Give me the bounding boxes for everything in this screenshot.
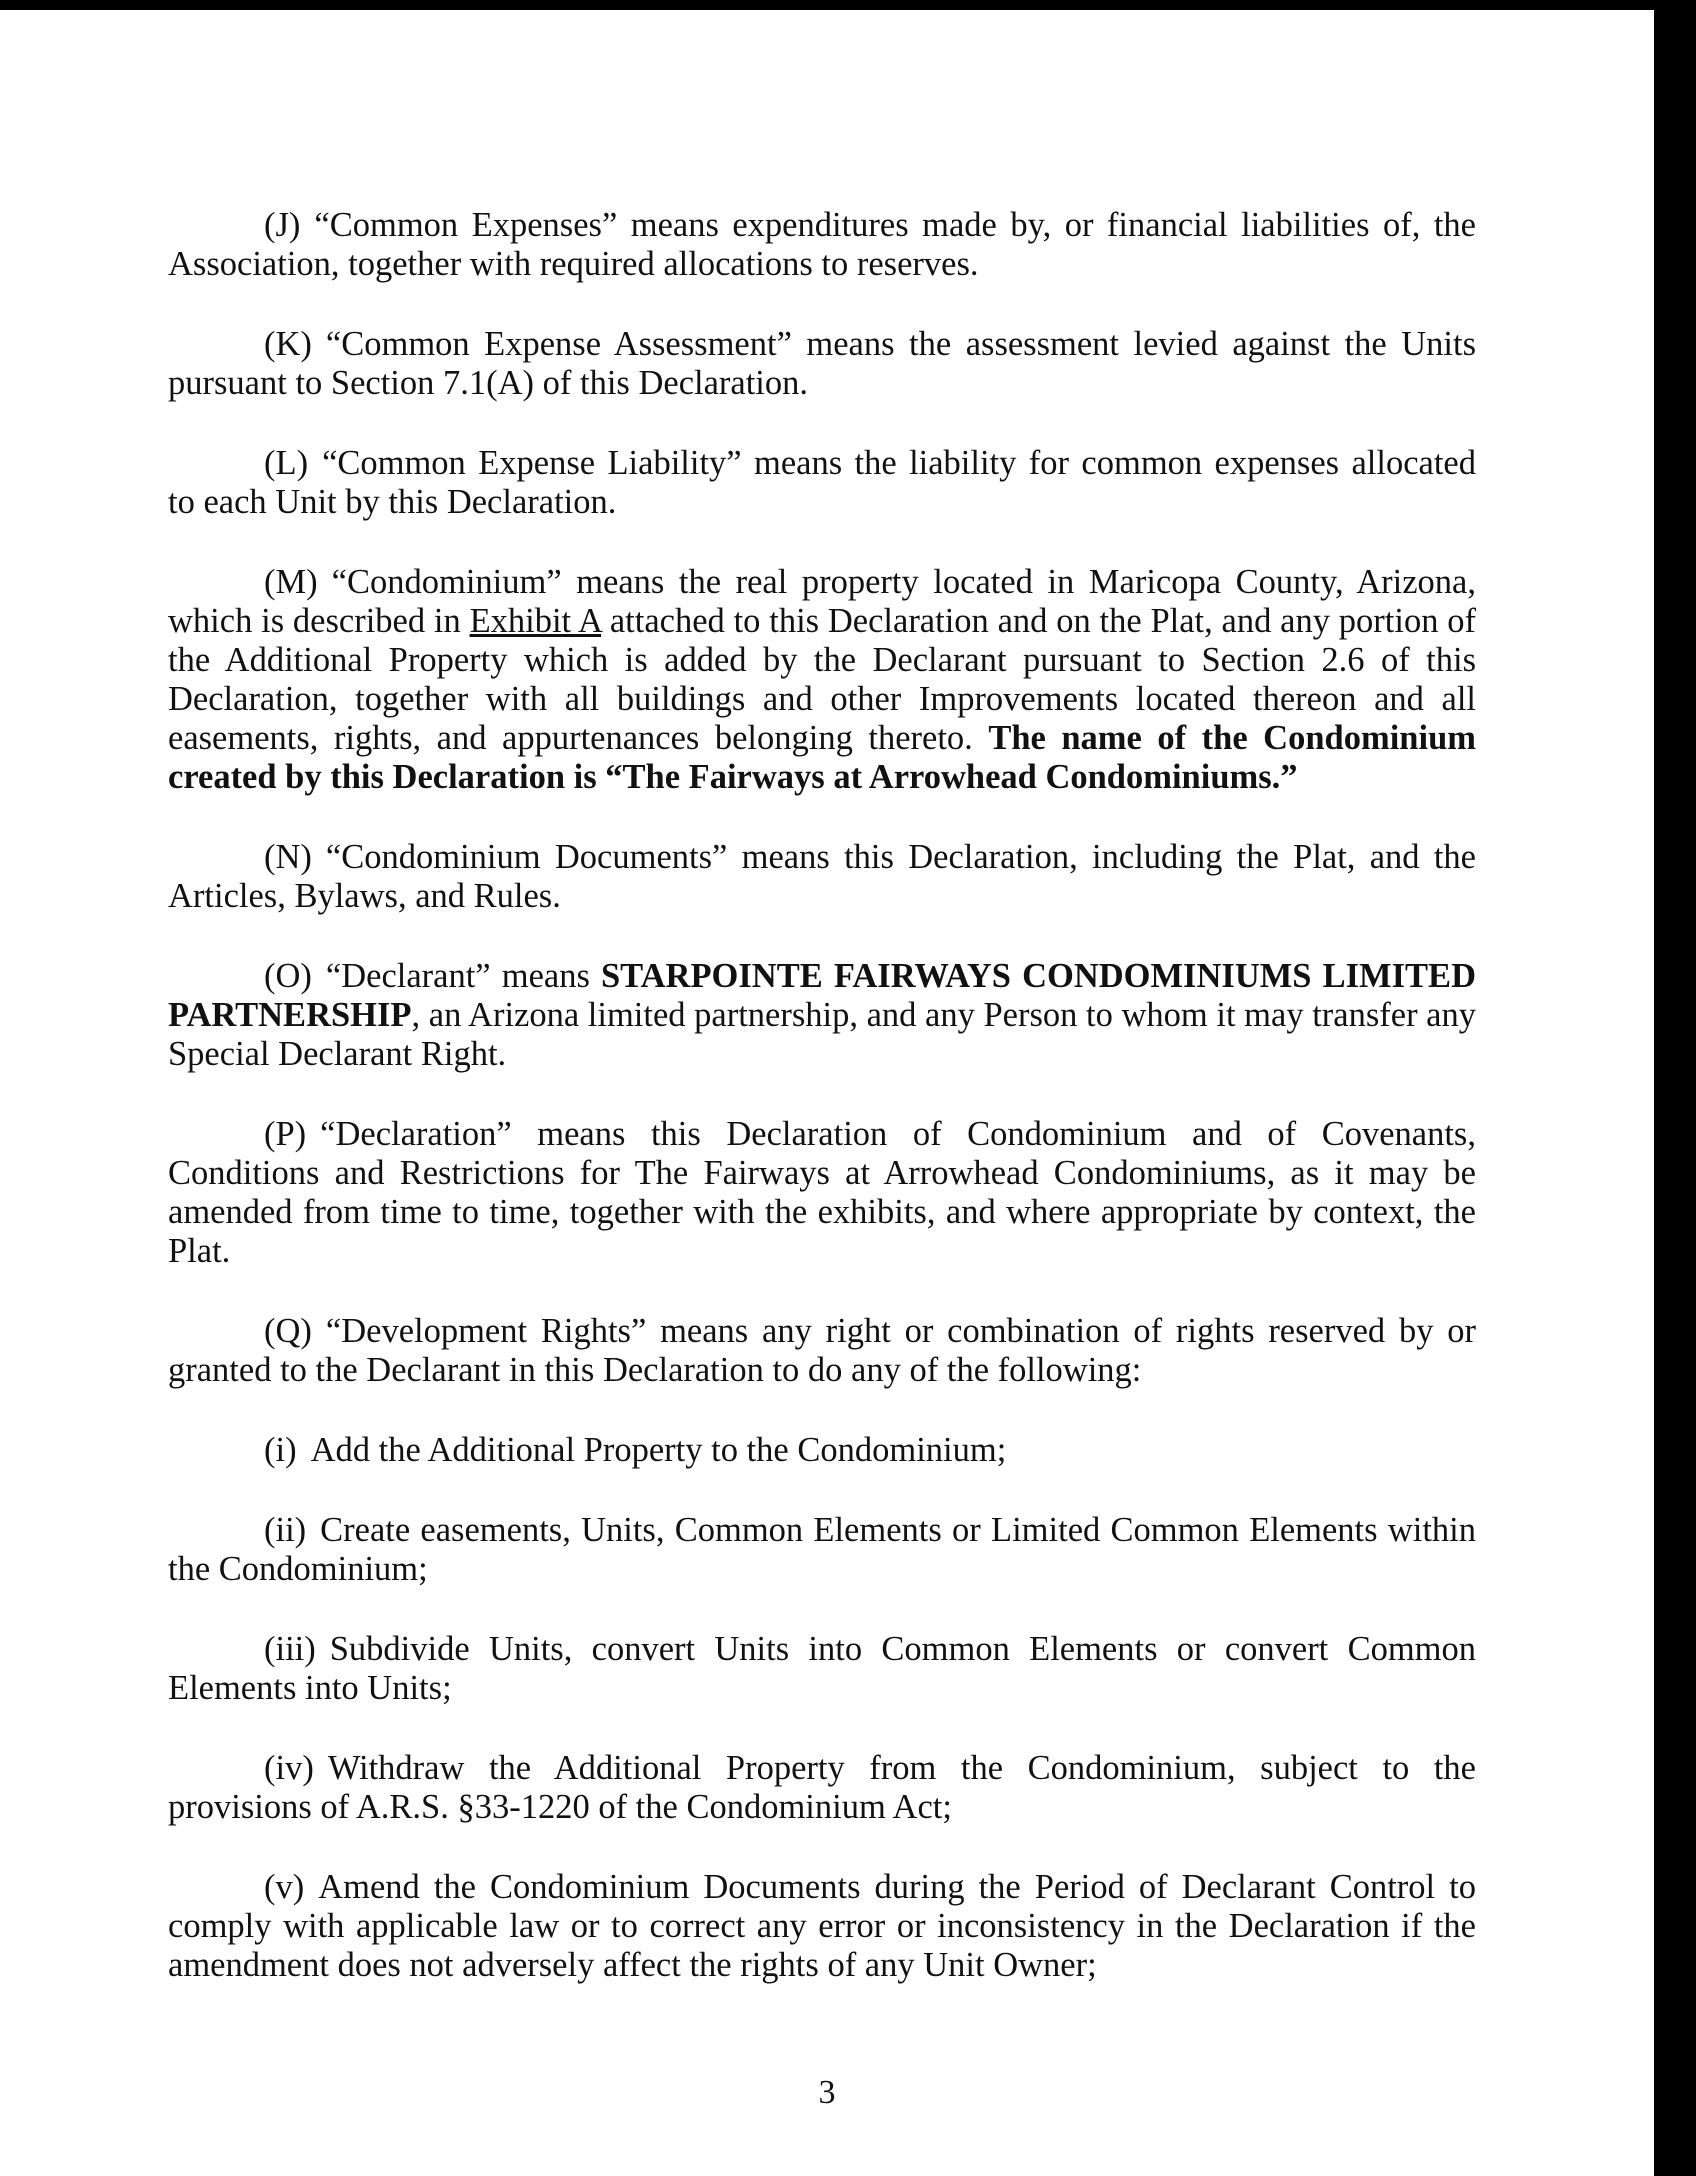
- definition-text: “Condominium” means the real property located in Maricopa County, Arizona, which is described in: [168, 563, 1476, 640]
- definition-label: (M): [264, 563, 318, 601]
- development-right-v: [168, 1868, 1476, 1985]
- definition-label: (N): [264, 838, 312, 876]
- sub-item-label: (i): [264, 1431, 297, 1469]
- sub-item-text: Add the Additional Property to the Condominium;: [310, 1431, 1007, 1469]
- definition-text-continued: attached to this Declaration and on the Plat, and any portion of the Additional Property which is added by the Declarant pursuant to Section 2.6 of this Declaration, together with all buildings and other Improvements located thereon and all easements, rights, and appurtenances belonging thereto.: [168, 602, 1476, 757]
- condominium-name-statement: The name of the Condominium created by this Declaration is “The Fairways at Arrowhead Condominiums.”: [168, 719, 1476, 796]
- definition-text: “Common Expense Liability” means the liability for common expenses allocated to each Unit by this Declaration.: [168, 444, 1476, 521]
- development-right-i: [168, 1431, 1476, 1470]
- definition-text: “Condominium Documents” means this Declaration, including the Plat, and the Articles, Bylaws, and Rules.: [168, 838, 1476, 915]
- sub-item-text: Subdivide Units, convert Units into Common Elements or convert Common Elements into Units;: [168, 1630, 1476, 1707]
- definition-text: “Common Expense Assessment” means the assessment levied against the Units pursuant to Section 7.1(A) of this Declaration.: [168, 325, 1476, 402]
- sub-item-label: (ii): [264, 1511, 307, 1549]
- sub-item-text: Withdraw the Additional Property from the Condominium, subject to the provisions of A.R.S. §33-1220 of the Condominium Act;: [168, 1749, 1476, 1826]
- definition-n: [168, 838, 1476, 916]
- sub-item-label: (iv): [264, 1749, 314, 1787]
- definition-label: (K): [264, 325, 312, 363]
- definition-j: [168, 206, 1476, 284]
- development-right-iii: [168, 1630, 1476, 1708]
- sub-item-text: Create easements, Units, Common Elements or Limited Common Elements within the Condominium;: [168, 1511, 1476, 1588]
- definition-l: [168, 444, 1476, 522]
- definition-m: [168, 563, 1476, 797]
- declarant-name: STARPOINTE FAIRWAYS CONDOMINIUMS LIMITED PARTNERSHIP: [168, 957, 1476, 1034]
- definition-text: “Development Rights” means any right or combination of rights reserved by or granted to the Declarant in this Declaration to do any of the following:: [168, 1312, 1476, 1389]
- definition-k: [168, 325, 1476, 403]
- definition-o: [168, 957, 1476, 1074]
- page-number: 3: [818, 2074, 836, 2111]
- definition-text-continued: , an Arizona limited partnership, and any Person to whom it may transfer any Special Declarant Right.: [168, 996, 1476, 1073]
- definition-label: (Q): [264, 1312, 312, 1350]
- sub-item-label: (v): [264, 1868, 305, 1906]
- sub-item-text: Amend the Condominium Documents during the Period of Declarant Control to comply with applicable law or to correct any error or inconsistency in the Declaration if the amendment does not adversely affect the rights of any Unit Owner;: [168, 1868, 1476, 1984]
- document-body: [168, 206, 1476, 2026]
- scan-right-border: [1654, 0, 1696, 2176]
- scan-top-border: [0, 0, 1696, 10]
- definition-label: (O): [264, 957, 312, 995]
- definition-text: “Common Expenses” means expenditures made by, or financial liabilities of, the Association, together with required allocations to reserves.: [168, 206, 1476, 283]
- definition-text: “Declaration” means this Declaration of Condominium and of Covenants, Conditions and Restrictions for The Fairways at Arrowhead Condominiums, as it may be amended from time to time, together with the exhibits, and where appropriate by context, the Plat.: [168, 1115, 1476, 1270]
- definition-q: [168, 1312, 1476, 1390]
- definition-label: (J): [264, 206, 301, 244]
- sub-item-label: (iii): [264, 1630, 316, 1668]
- definition-label: (P): [264, 1115, 307, 1153]
- definition-text: “Declarant” means: [325, 957, 601, 995]
- definition-label: (L): [264, 444, 309, 482]
- exhibit-a-reference: Exhibit A: [469, 602, 602, 640]
- development-right-iv: [168, 1749, 1476, 1827]
- development-right-ii: [168, 1511, 1476, 1589]
- definition-p: [168, 1115, 1476, 1271]
